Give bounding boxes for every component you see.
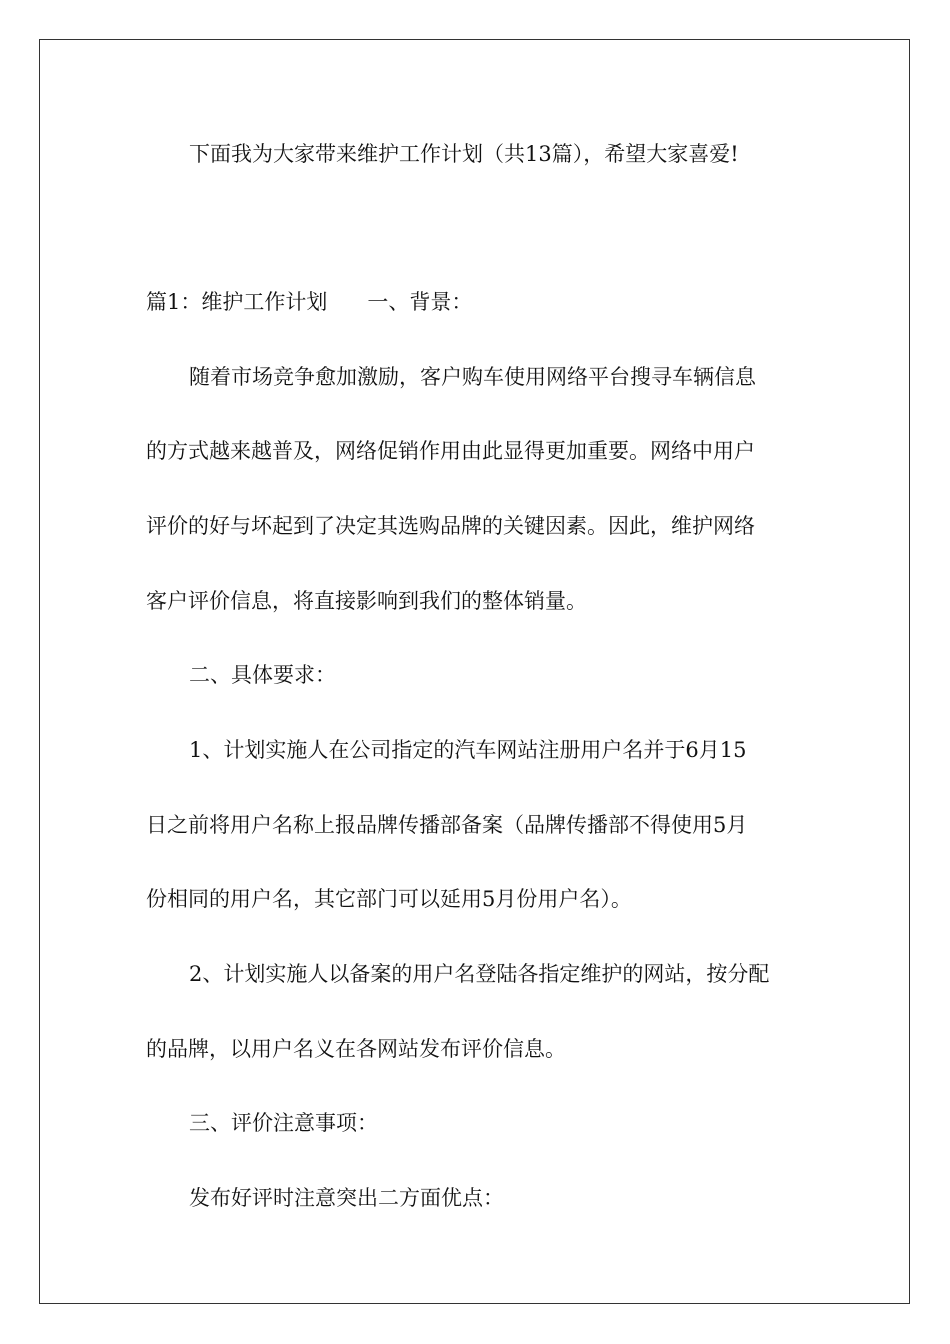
paragraph-line: 的方式越来越普及，网络促销作用由此显得更加重要。网络中用户 (146, 439, 755, 463)
paragraph-line: 客户评价信息，将直接影响到我们的整体销量。 (146, 589, 587, 613)
section-heading-requirements: 二、具体要求： (189, 663, 336, 687)
paragraph-line: 的品牌，以用户名义在各网站发布评价信息。 (146, 1037, 566, 1061)
paragraph-line: 发布好评时注意突出二方面优点： (189, 1186, 504, 1210)
paragraph-line: 份相同的用户名，其它部门可以延用5月份用户名）。 (146, 887, 632, 911)
section-heading-background: 一、背景： (367, 290, 473, 314)
section-heading-notes: 三、评价注意事项： (189, 1111, 378, 1135)
paragraph-line: 日之前将用户名称上报品牌传播部备案（品牌传播部不得使用5月 (146, 813, 748, 837)
article-title: 篇1：维护工作计划 (146, 290, 328, 314)
paragraph-line: 随着市场竞争愈加激励，客户购车使用网络平台搜寻车辆信息 (189, 365, 756, 389)
paragraph-line: 1、计划实施人在公司指定的汽车网站注册用户名并于6月15 (189, 738, 747, 762)
paragraph-line: 评价的好与坏起到了决定其选购品牌的关键因素。因此，维护网络 (146, 514, 755, 538)
page-frame (39, 39, 910, 1304)
article-heading-line (40, 290, 950, 314)
intro-line: 下面我为大家带来维护工作计划（共13篇），希望大家喜爱! (189, 142, 739, 166)
paragraph-line: 2、计划实施人以备案的用户名登陆各指定维护的网站，按分配 (189, 962, 770, 986)
